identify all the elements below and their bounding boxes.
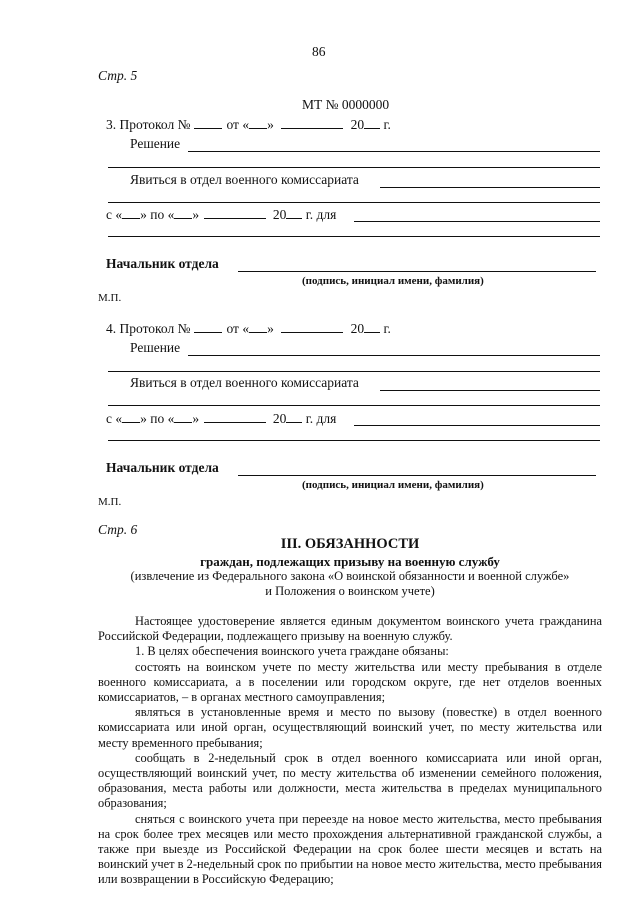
year-prefix: 20	[350, 117, 365, 132]
year-prefix: 20	[272, 411, 287, 426]
protocol4-decision-label: Решение	[130, 340, 181, 355]
page6-label: Стр. 6	[98, 522, 138, 537]
year-suffix: г.	[383, 117, 391, 132]
signature-hint: (подпись, инициал имени, фамилия)	[302, 479, 484, 491]
decision-line[interactable]	[108, 167, 600, 168]
paragraph: состоять на воинском учете по месту жительства или месту пребывания в отделе военного комиссариата, а в поселении или городском округе, где нет отделов военных комиссариатов, – в органах местного самоуправления;	[98, 659, 602, 705]
period-label: с «	[106, 411, 123, 426]
to-day-field[interactable]	[174, 207, 192, 219]
month-field[interactable]	[281, 117, 343, 129]
signature-line[interactable]	[238, 475, 596, 476]
protocol-label: 4. Протокол №	[106, 321, 191, 336]
period-label: с «	[106, 207, 123, 222]
decision-line[interactable]	[188, 151, 600, 152]
paragraph: являться в установленные время и место по вызову (повестке) в отдел военного комиссариата или иной орган, осуществляющий воинский учет, по месту жительства или месту временного пребывания;	[98, 705, 602, 750]
year-field[interactable]	[286, 207, 302, 219]
paragraph: сообщать в 2-недельный срок в отдел военного комиссариата или иной орган, осуществляющий воинский учет, по месту жительства об изменении семейного положения, образования, места работы или должности, места жительства в пределах муниципального образования;	[98, 750, 602, 811]
purpose-label: г. для	[305, 411, 337, 426]
protocol3-chief-label: Начальник отдела	[106, 256, 219, 271]
report-line[interactable]	[108, 202, 600, 203]
day-field[interactable]	[249, 117, 267, 129]
protocol3-period	[106, 207, 336, 223]
protocol3-report-label: Явиться в отдел военного комиссариата	[130, 172, 359, 187]
report-line[interactable]	[108, 405, 600, 406]
stamp-label: М.П.	[98, 496, 122, 508]
date-open-label: от «	[226, 117, 250, 132]
section-note-line2: и Положения о воинском учете)	[265, 584, 435, 598]
stamp-label: М.П.	[98, 292, 122, 304]
to-month-field[interactable]	[204, 207, 266, 219]
date-close-label: »	[267, 117, 274, 132]
year-field[interactable]	[286, 411, 302, 423]
serial-number: МТ № 0000000	[302, 97, 390, 112]
signature-hint: (подпись, инициал имени, фамилия)	[302, 275, 484, 287]
year-field[interactable]	[364, 321, 380, 333]
obligations-text	[98, 614, 602, 888]
section-subtitle: граждан, подлежащих призыву на военную службу	[200, 554, 500, 569]
decision-line[interactable]	[108, 371, 600, 372]
section-title: III. ОБЯЗАННОСТИ	[280, 536, 420, 552]
protocol4-chief-label: Начальник отдела	[106, 460, 219, 475]
period-label: »	[192, 207, 200, 222]
date-open-label: от «	[226, 321, 250, 336]
period-label: » по «	[140, 411, 175, 426]
period-label: » по «	[140, 207, 175, 222]
year-suffix: г.	[383, 321, 391, 336]
purpose-line[interactable]	[354, 221, 600, 222]
purpose-line[interactable]	[108, 236, 600, 237]
year-prefix: 20	[350, 321, 365, 336]
protocol4-period	[106, 411, 336, 427]
paragraph: 1. В целях обеспечения воинского учета граждане обязаны:	[135, 644, 449, 659]
paragraph: сняться с воинского учета при переезде на новое место жительства, место пребывания на срок более трех месяцев или место прохождения альтернативной гражданской службы, а также при выезде из Российской Федерации на срок более шести месяцев и встать на воинский учет в 2-недельный срок по прибытии на новое место жительства, место пребывания или возвращении в Российскую Федерацию;	[98, 811, 602, 887]
paragraph: Настоящее удостоверение является единым документом воинского учета гражданина Российской Федерации, подлежащего призыву на военную службу.	[98, 614, 602, 644]
purpose-label: г. для	[305, 207, 337, 222]
from-day-field[interactable]	[122, 207, 140, 219]
purpose-line[interactable]	[354, 425, 600, 426]
to-day-field[interactable]	[174, 411, 192, 423]
year-field[interactable]	[364, 117, 380, 129]
report-line[interactable]	[380, 390, 600, 391]
page-number: 86	[312, 44, 326, 59]
page5-label: Стр. 5	[98, 68, 138, 83]
protocol4-header	[106, 321, 391, 337]
protocol3-header	[106, 117, 391, 133]
from-day-field[interactable]	[122, 411, 140, 423]
purpose-line[interactable]	[108, 440, 600, 441]
signature-line[interactable]	[238, 271, 596, 272]
protocol-label: 3. Протокол №	[106, 117, 191, 132]
month-field[interactable]	[281, 321, 343, 333]
decision-line[interactable]	[188, 355, 600, 356]
day-field[interactable]	[249, 321, 267, 333]
period-label: »	[192, 411, 200, 426]
to-month-field[interactable]	[204, 411, 266, 423]
protocol3-decision-label: Решение	[130, 136, 181, 151]
protocol4-report-label: Явиться в отдел военного комиссариата	[130, 375, 359, 390]
year-prefix: 20	[272, 207, 287, 222]
section-note-line1: (извлечение из Федерального закона «О воинской обязанности и военной службе»	[130, 569, 570, 583]
protocol-number-field[interactable]	[194, 117, 222, 129]
date-close-label: »	[267, 321, 274, 336]
protocol-number-field[interactable]	[194, 321, 222, 333]
report-line[interactable]	[380, 187, 600, 188]
